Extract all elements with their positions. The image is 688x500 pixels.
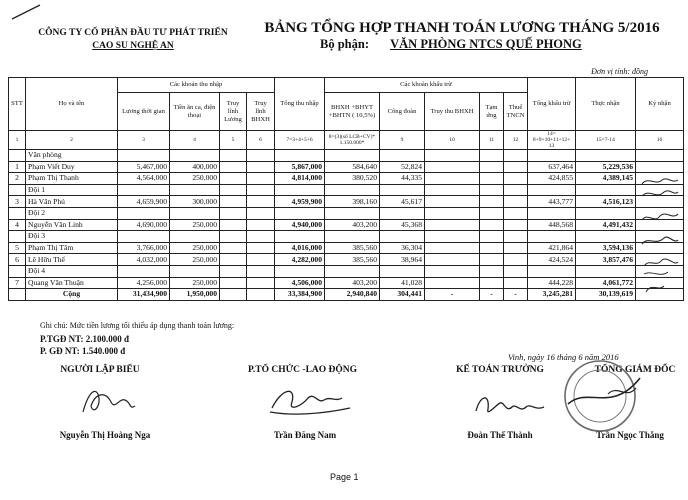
row-advance — [480, 161, 504, 173]
row-insurance: 398,160 — [325, 196, 380, 208]
table-body — [9, 131, 684, 289]
row-meal-phone: 300,000 — [170, 196, 220, 208]
row-time-salary: 4,256,000 — [118, 277, 170, 289]
company-stamp — [548, 356, 648, 434]
group-name: Văn phòng — [26, 150, 118, 162]
table-row — [9, 196, 684, 208]
signature-title-chief-accountant: KẾ TOÁN TRƯỞNG — [456, 365, 544, 375]
row-stt: 2 — [9, 173, 26, 185]
row-net-pay: 3,594,136 — [576, 242, 636, 254]
empty-cell — [325, 150, 380, 162]
row-income-tax — [504, 254, 528, 266]
header-insurance-arrears: Truy thu BHXH — [425, 93, 480, 131]
header-back-pay-salary: Truy lĩnh Lương — [220, 93, 247, 131]
group-stt — [9, 231, 26, 243]
empty-cell — [325, 265, 380, 277]
row-meal-phone: 250,000 — [170, 219, 220, 231]
empty-cell — [504, 184, 528, 196]
signature-name-hr: Trần Đăng Nam — [273, 430, 337, 440]
row-net-pay: 4,491,432 — [576, 219, 636, 231]
empty-cell — [504, 265, 528, 277]
empty-cell — [576, 184, 636, 196]
table-row — [9, 242, 684, 254]
row-time-salary: 4,564,000 — [118, 173, 170, 185]
row-time-salary: 3,766,000 — [118, 242, 170, 254]
signature-name-preparer: Nguyễn Thị Hoàng Nga — [59, 430, 151, 440]
header-total-income: Tổng thu nhập — [275, 78, 325, 131]
empty-cell — [220, 207, 247, 219]
index-cell: 10 — [425, 131, 480, 150]
empty-cell — [425, 184, 480, 196]
row-advance — [480, 277, 504, 289]
total-union: 304,441 — [380, 289, 425, 301]
header-meal-phone: Tiền ăn ca, điện thoại — [170, 93, 220, 131]
row-insurance-arrears — [425, 161, 480, 173]
empty-cell — [380, 150, 425, 162]
empty-cell — [480, 231, 504, 243]
row-advance — [480, 242, 504, 254]
row-total-income: 5,867,000 — [275, 161, 325, 173]
row-meal-phone: 250,000 — [170, 242, 220, 254]
group-stt — [9, 207, 26, 219]
row-name: Phạm Thị Thanh — [26, 173, 118, 185]
department-value: VĂN PHÒNG NTCS QUẾ PHONG — [390, 37, 582, 51]
row-total-income: 4,506,000 — [275, 277, 325, 289]
empty-cell — [247, 265, 275, 277]
empty-cell — [275, 150, 325, 162]
row-stt: 7 — [9, 277, 26, 289]
handwritten-signature-preparer — [75, 380, 150, 425]
header-deduction-group: Các khoản khấu trừ — [325, 78, 528, 93]
min-wage-gd: P. GĐ NT: 1.540.000 đ — [40, 346, 126, 356]
row-back-pay-salary — [220, 277, 247, 289]
header-income-group: Các khoản thu nhập — [118, 78, 275, 93]
row-advance — [480, 196, 504, 208]
row-time-salary: 5,467,000 — [118, 161, 170, 173]
empty-cell — [504, 207, 528, 219]
table-row — [9, 254, 684, 266]
group-row — [9, 184, 684, 196]
empty-cell — [275, 207, 325, 219]
group-name: Đội 4 — [26, 265, 118, 277]
row-income-tax — [504, 219, 528, 231]
empty-cell — [247, 150, 275, 162]
group-row — [9, 265, 684, 277]
index-cell: 7=3+4+5+6 — [275, 131, 325, 150]
row-total-income: 4,016,000 — [275, 242, 325, 254]
empty-cell — [220, 231, 247, 243]
empty-cell — [170, 265, 220, 277]
total-income-tax: - — [504, 289, 528, 301]
empty-cell — [220, 150, 247, 162]
index-cell: 15=7-14 — [576, 131, 636, 150]
empty-cell — [275, 184, 325, 196]
row-meal-phone: 250,000 — [170, 173, 220, 185]
empty-cell — [576, 207, 636, 219]
empty-cell — [118, 265, 170, 277]
empty-cell — [380, 231, 425, 243]
group-stt — [9, 184, 26, 196]
row-back-pay-insurance — [247, 161, 275, 173]
row-stt: 4 — [9, 219, 26, 231]
row-union: 44,335 — [380, 173, 425, 185]
total-deduction: 3,245,281 — [528, 289, 576, 301]
row-net-pay: 3,857,476 — [576, 254, 636, 266]
row-income-tax — [504, 161, 528, 173]
empty-cell — [220, 184, 247, 196]
row-advance — [480, 173, 504, 185]
handwritten-signature-chief-accountant — [470, 385, 550, 425]
index-cell: 12 — [504, 131, 528, 150]
row-insurance-arrears — [425, 277, 480, 289]
empty-cell — [118, 231, 170, 243]
empty-cell — [170, 207, 220, 219]
row-net-pay: 4,516,123 — [576, 196, 636, 208]
signature-name-general-director: Trần Ngọc Thắng — [596, 430, 664, 440]
empty-cell — [480, 184, 504, 196]
row-net-pay: 4,389,145 — [576, 173, 636, 185]
row-advance — [480, 254, 504, 266]
row-back-pay-salary — [220, 242, 247, 254]
signature-title-hr: P.TỔ CHỨC -LAO ĐỘNG — [247, 365, 358, 375]
handwritten-signature-hr — [262, 378, 357, 423]
row-back-pay-salary — [220, 173, 247, 185]
row-total-deduction: 424,524 — [528, 254, 576, 266]
row-insurance: 385,560 — [325, 242, 380, 254]
empty-cell — [325, 231, 380, 243]
row-name: Lê Hữu Thế — [26, 254, 118, 266]
empty-cell — [275, 265, 325, 277]
row-union: 45,617 — [380, 196, 425, 208]
row-total-income: 4,282,000 — [275, 254, 325, 266]
group-row — [9, 231, 684, 243]
salary-table — [8, 77, 684, 301]
department — [320, 37, 582, 52]
row-insurance: 403,200 — [325, 277, 380, 289]
empty-cell — [380, 265, 425, 277]
row-back-pay-salary — [220, 161, 247, 173]
row-insurance-arrears — [425, 196, 480, 208]
empty-cell — [380, 184, 425, 196]
row-total-deduction: 421,864 — [528, 242, 576, 254]
row-back-pay-insurance — [247, 242, 275, 254]
empty-cell — [425, 265, 480, 277]
index-cell: 9 — [380, 131, 425, 150]
row-time-salary: 4,659,900 — [118, 196, 170, 208]
row-stt: 5 — [9, 242, 26, 254]
row-insurance: 584,640 — [325, 161, 380, 173]
row-signatures — [638, 174, 682, 294]
row-income-tax — [504, 173, 528, 185]
header-back-pay-insurance: Truy lĩnh BHXH — [247, 93, 275, 131]
header-union: Công đoàn — [380, 93, 425, 131]
group-stt — [9, 150, 26, 162]
index-cell: 16 — [636, 131, 684, 150]
row-insurance-arrears — [425, 219, 480, 231]
empty-cell — [170, 184, 220, 196]
total-advance: - — [480, 289, 504, 301]
index-cell: 3 — [118, 131, 170, 150]
document-title: BẢNG TỔNG HỢP THANH TOÁN LƯƠNG THÁNG 5/2016 — [264, 20, 660, 36]
group-name: Đội 2 — [26, 207, 118, 219]
empty-cell — [480, 150, 504, 162]
row-insurance: 403,200 — [325, 219, 380, 231]
empty-cell — [636, 150, 684, 162]
index-cell: 6 — [247, 131, 275, 150]
index-row — [9, 131, 684, 150]
group-name: Đội 1 — [26, 184, 118, 196]
department-label: Bộ phận: — [320, 37, 369, 51]
index-cell: 2 — [26, 131, 118, 150]
min-wage-notes — [40, 333, 129, 357]
row-time-salary: 4,690,000 — [118, 219, 170, 231]
header-signature: Ký nhận — [636, 78, 684, 131]
empty-cell — [576, 231, 636, 243]
row-name: Nguyễn Văn Linh — [26, 219, 118, 231]
empty-cell — [247, 207, 275, 219]
row-name: Phạm Viết Duy — [26, 161, 118, 173]
table-row — [9, 219, 684, 231]
empty-cell — [480, 265, 504, 277]
empty-cell — [118, 150, 170, 162]
row-total-income: 4,814,000 — [275, 173, 325, 185]
empty-cell — [118, 207, 170, 219]
table-row — [9, 277, 684, 289]
row-stt: 6 — [9, 254, 26, 266]
header-time-salary: Lương thời gian — [118, 93, 170, 131]
row-insurance-arrears — [425, 242, 480, 254]
empty-cell — [275, 231, 325, 243]
group-row — [9, 207, 684, 219]
empty-cell — [528, 184, 576, 196]
empty-cell — [170, 150, 220, 162]
row-back-pay-salary — [220, 196, 247, 208]
row-income-tax — [504, 277, 528, 289]
row-net-pay: 5,229,536 — [576, 161, 636, 173]
row-back-pay-insurance — [247, 173, 275, 185]
total-label: Cộng — [26, 289, 118, 301]
empty-cell — [504, 150, 528, 162]
empty-cell — [425, 150, 480, 162]
empty-cell — [118, 184, 170, 196]
row-meal-phone: 400,000 — [170, 161, 220, 173]
row-back-pay-insurance — [247, 196, 275, 208]
row-advance — [480, 219, 504, 231]
total-income: 33,384,900 — [275, 289, 325, 301]
empty-cell — [380, 207, 425, 219]
header-insurance: BHXH +BHYT +BHTN ( 10,5%) — [325, 93, 380, 131]
row-back-pay-salary — [220, 254, 247, 266]
signature-name-chief-accountant: Đoàn Thế Thành — [467, 430, 533, 440]
row-union: 41,028 — [380, 277, 425, 289]
row-time-salary: 4,032,000 — [118, 254, 170, 266]
total-row — [9, 289, 684, 301]
empty-cell — [220, 265, 247, 277]
total-insurance: 2,940,840 — [325, 289, 380, 301]
empty-cell — [528, 265, 576, 277]
corner-pen-mark — [8, 2, 48, 22]
signature-title-preparer: NGƯỜI LẬP BIỂU — [60, 365, 140, 375]
table-row — [9, 161, 684, 173]
row-union: 52,824 — [380, 161, 425, 173]
group-stt — [9, 265, 26, 277]
total-net-pay: 30,139,619 — [576, 289, 636, 301]
index-cell: 4 — [170, 131, 220, 150]
currency-unit: Đơn vị tính: đồng — [591, 67, 648, 76]
empty-cell — [325, 184, 380, 196]
company-line-1: CÔNG TY CỔ PHẦN ĐẦU TƯ PHÁT TRIỂN — [38, 28, 228, 38]
empty-cell — [504, 231, 528, 243]
min-wage-deputy-gd: P.TGĐ NT: 2.100.000 đ — [40, 334, 130, 344]
empty-cell — [247, 231, 275, 243]
empty-cell — [425, 207, 480, 219]
empty-cell — [325, 207, 380, 219]
header-advance: Tạm ứng — [480, 93, 504, 131]
row-total-deduction: 448,568 — [528, 219, 576, 231]
table-row — [9, 173, 684, 185]
empty-cell — [576, 150, 636, 162]
index-cell: 8=(3)(số LCB+CV)* 1.150.000* — [325, 131, 380, 150]
row-meal-phone: 250,000 — [170, 277, 220, 289]
total-insurance-arrears: - — [425, 289, 480, 301]
empty-cell — [425, 231, 480, 243]
index-cell: 1 — [9, 131, 26, 150]
row-union: 36,304 — [380, 242, 425, 254]
empty-cell — [528, 150, 576, 162]
empty-cell — [170, 231, 220, 243]
header-stt: STT — [9, 78, 26, 131]
date-line: Vinh, ngày 16 tháng 6 năm 2016 — [508, 352, 619, 362]
row-back-pay-salary — [220, 219, 247, 231]
row-name: Phạm Thị Tâm — [26, 242, 118, 254]
row-total-income: 4,959,900 — [275, 196, 325, 208]
row-union: 38,964 — [380, 254, 425, 266]
empty-cell — [528, 207, 576, 219]
empty-cell — [576, 265, 636, 277]
index-cell: 14= 8+9+10+11+12+ 13 — [528, 131, 576, 150]
row-total-deduction: 637,464 — [528, 161, 576, 173]
empty-cell — [247, 184, 275, 196]
row-stt: 3 — [9, 196, 26, 208]
index-cell: 5 — [220, 131, 247, 150]
row-total-deduction: 444,228 — [528, 277, 576, 289]
total-time-salary: 31,434,900 — [118, 289, 170, 301]
row-total-income: 4,940,000 — [275, 219, 325, 231]
row-union: 45,368 — [380, 219, 425, 231]
row-total-deduction: 443,777 — [528, 196, 576, 208]
row-back-pay-insurance — [247, 254, 275, 266]
company-line-2: CAO SU NGHỆ AN — [92, 41, 174, 51]
page-number: Page 1 — [330, 472, 359, 482]
row-net-pay: 4,061,772 — [576, 277, 636, 289]
note-line: Ghi chú: Mức tiền lương tối thiểu áp dụng thanh toán lương: — [40, 321, 235, 330]
header-income-tax: Thuế TNCN — [504, 93, 528, 131]
row-back-pay-insurance — [247, 277, 275, 289]
row-meal-phone: 250,000 — [170, 254, 220, 266]
header-net-pay: Thực nhận — [576, 78, 636, 131]
group-row — [9, 150, 684, 162]
row-insurance: 380,520 — [325, 173, 380, 185]
row-insurance: 385,560 — [325, 254, 380, 266]
row-insurance-arrears — [425, 254, 480, 266]
header-name: Họ và tên — [26, 78, 118, 131]
row-signature — [636, 161, 684, 173]
row-stt: 1 — [9, 161, 26, 173]
company-name — [38, 27, 228, 53]
total-meal-phone: 1,950,000 — [170, 289, 220, 301]
row-total-deduction: 424,855 — [528, 173, 576, 185]
row-income-tax — [504, 196, 528, 208]
row-name: Quang Văn Thuận — [26, 277, 118, 289]
row-insurance-arrears — [425, 173, 480, 185]
header-total-deduction: Tổng khấu trừ — [528, 78, 576, 131]
row-name: Hà Văn Phú — [26, 196, 118, 208]
group-name: Đội 3 — [26, 231, 118, 243]
row-back-pay-insurance — [247, 219, 275, 231]
index-cell: 11 — [480, 131, 504, 150]
empty-cell — [480, 207, 504, 219]
row-income-tax — [504, 242, 528, 254]
empty-cell — [528, 231, 576, 243]
signature-title-general-director: TỔNG GIÁM ĐỐC — [594, 365, 676, 375]
